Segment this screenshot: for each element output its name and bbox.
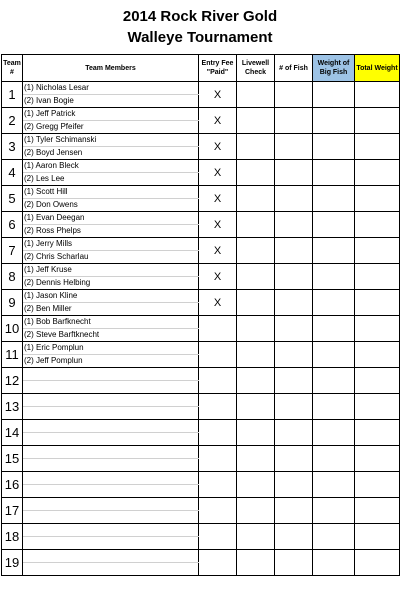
team-member-2: (2) Dennis Helbing <box>23 277 199 290</box>
team-row <box>2 524 400 537</box>
team-number: 11 <box>2 342 23 368</box>
team-number: 5 <box>2 186 23 212</box>
big-fish-cell <box>313 238 355 264</box>
livewell-cell <box>237 212 275 238</box>
team-member-1: (1) Eric Pomplun <box>23 342 199 355</box>
team-member-1: (1) Evan Deegan <box>23 212 199 225</box>
big-fish-cell <box>313 446 355 472</box>
big-fish-cell <box>313 524 355 550</box>
team-member-2: (2) Gregg Pfeifer <box>23 121 199 134</box>
header-members: Team Members <box>23 55 199 82</box>
team-member-2: (2) Jeff Pomplun <box>23 355 199 368</box>
big-fish-cell <box>313 134 355 160</box>
team-member-2: (2) Les Lee <box>23 173 199 186</box>
total-weight-cell <box>355 238 400 264</box>
livewell-cell <box>237 160 275 186</box>
team-number: 18 <box>2 524 23 550</box>
team-member-1 <box>23 472 199 485</box>
total-weight-cell <box>355 446 400 472</box>
entry-fee-cell <box>199 472 237 498</box>
team-member-1: (1) Bob Barfknecht <box>23 316 199 329</box>
livewell-cell <box>237 134 275 160</box>
entry-fee-cell <box>199 524 237 550</box>
team-number: 15 <box>2 446 23 472</box>
big-fish-cell <box>313 550 355 576</box>
entry-fee-cell: X <box>199 108 237 134</box>
fish-count-cell <box>275 524 313 550</box>
team-member-1: (1) Jeff Kruse <box>23 264 199 277</box>
team-row <box>2 82 400 95</box>
entry-fee-cell <box>199 446 237 472</box>
entry-fee-cell <box>199 368 237 394</box>
entry-fee-cell: X <box>199 238 237 264</box>
team-row <box>2 316 400 329</box>
team-member-2 <box>23 407 199 420</box>
team-row <box>2 394 400 407</box>
big-fish-cell <box>313 472 355 498</box>
team-row <box>2 446 400 459</box>
team-member-1 <box>23 368 199 381</box>
team-number: 1 <box>2 82 23 108</box>
fish-count-cell <box>275 212 313 238</box>
header-fish-count: # of Fish <box>275 55 313 82</box>
total-weight-cell <box>355 134 400 160</box>
team-member-2: (2) Ross Phelps <box>23 225 199 238</box>
team-number: 8 <box>2 264 23 290</box>
total-weight-cell <box>355 524 400 550</box>
livewell-cell <box>237 342 275 368</box>
fish-count-cell <box>275 498 313 524</box>
fish-count-cell <box>275 264 313 290</box>
team-member-1: (1) Jeff Patrick <box>23 108 199 121</box>
team-row <box>2 238 400 251</box>
entry-fee-cell: X <box>199 82 237 108</box>
header-entry-fee: Entry Fee "Paid" <box>199 55 237 82</box>
sheet-title-line1: 2014 Rock River Gold <box>122 8 278 25</box>
team-member-1 <box>23 498 199 511</box>
total-weight-cell <box>355 186 400 212</box>
team-row <box>2 290 400 303</box>
total-weight-cell <box>355 82 400 108</box>
fish-count-cell <box>275 342 313 368</box>
entry-fee-cell <box>199 394 237 420</box>
livewell-cell <box>237 186 275 212</box>
fish-count-cell <box>275 108 313 134</box>
total-weight-cell <box>355 342 400 368</box>
entry-fee-cell: X <box>199 290 237 316</box>
team-member-1: (1) Jason Kline <box>23 290 199 303</box>
team-member-2: (2) Don Owens <box>23 199 199 212</box>
team-member-2 <box>23 537 199 550</box>
livewell-cell <box>237 394 275 420</box>
big-fish-cell <box>313 342 355 368</box>
team-number: 17 <box>2 498 23 524</box>
team-member-1 <box>23 550 199 563</box>
big-fish-cell <box>313 498 355 524</box>
entry-fee-cell: X <box>199 212 237 238</box>
team-member-2: (2) Ben Miller <box>23 303 199 316</box>
fish-count-cell <box>275 238 313 264</box>
team-member-2 <box>23 485 199 498</box>
team-member-2 <box>23 459 199 472</box>
team-member-1: (1) Nicholas Lesar <box>23 82 199 95</box>
team-row <box>2 550 400 563</box>
livewell-cell <box>237 446 275 472</box>
team-member-2: (2) Chris Scharlau <box>23 251 199 264</box>
team-number: 6 <box>2 212 23 238</box>
total-weight-cell <box>355 368 400 394</box>
big-fish-cell <box>313 108 355 134</box>
team-number: 16 <box>2 472 23 498</box>
team-number: 19 <box>2 550 23 576</box>
entry-fee-cell <box>199 342 237 368</box>
fish-count-cell <box>275 290 313 316</box>
big-fish-cell <box>313 368 355 394</box>
tournament-table <box>1 54 400 576</box>
sheet-title-line2: Walleye Tournament <box>127 29 273 46</box>
livewell-cell <box>237 420 275 446</box>
team-number: 12 <box>2 368 23 394</box>
total-weight-cell <box>355 498 400 524</box>
team-row <box>2 472 400 485</box>
total-weight-cell <box>355 420 400 446</box>
team-member-1: (1) Jerry Mills <box>23 238 199 251</box>
team-member-2 <box>23 381 199 394</box>
team-row <box>2 420 400 433</box>
team-number: 10 <box>2 316 23 342</box>
team-member-2 <box>23 563 199 576</box>
livewell-cell <box>237 316 275 342</box>
big-fish-cell <box>313 420 355 446</box>
total-weight-cell <box>355 290 400 316</box>
team-row <box>2 368 400 381</box>
header-row <box>2 55 400 82</box>
team-member-1: (1) Aaron Bleck <box>23 160 199 173</box>
fish-count-cell <box>275 134 313 160</box>
team-number: 14 <box>2 420 23 446</box>
team-number: 2 <box>2 108 23 134</box>
header-team: Team # <box>2 55 23 82</box>
livewell-cell <box>237 238 275 264</box>
header-total-weight: Total Weight <box>355 55 400 82</box>
fish-count-cell <box>275 316 313 342</box>
livewell-cell <box>237 82 275 108</box>
team-member-2: (2) Steve Barftknecht <box>23 329 199 342</box>
entry-fee-cell <box>199 316 237 342</box>
team-row <box>2 134 400 147</box>
big-fish-cell <box>313 264 355 290</box>
entry-fee-cell <box>199 498 237 524</box>
fish-count-cell <box>275 420 313 446</box>
team-member-1: (1) Tyler Schimanski <box>23 134 199 147</box>
team-row <box>2 186 400 199</box>
livewell-cell <box>237 472 275 498</box>
fish-count-cell <box>275 394 313 420</box>
big-fish-cell <box>313 212 355 238</box>
total-weight-cell <box>355 394 400 420</box>
livewell-cell <box>237 290 275 316</box>
team-number: 3 <box>2 134 23 160</box>
team-member-1 <box>23 394 199 407</box>
total-weight-cell <box>355 264 400 290</box>
team-row <box>2 212 400 225</box>
team-row <box>2 264 400 277</box>
team-number: 9 <box>2 290 23 316</box>
team-number: 7 <box>2 238 23 264</box>
entry-fee-cell: X <box>199 134 237 160</box>
entry-fee-cell <box>199 550 237 576</box>
header-big-fish: Weight of Big Fish <box>313 55 355 82</box>
livewell-cell <box>237 264 275 290</box>
team-row <box>2 342 400 355</box>
big-fish-cell <box>313 290 355 316</box>
team-member-1 <box>23 446 199 459</box>
team-member-1 <box>23 420 199 433</box>
team-number: 4 <box>2 160 23 186</box>
total-weight-cell <box>355 108 400 134</box>
team-member-2: (2) Boyd Jensen <box>23 147 199 160</box>
total-weight-cell <box>355 472 400 498</box>
team-row <box>2 160 400 173</box>
fish-count-cell <box>275 82 313 108</box>
header-livewell: Livewell Check <box>237 55 275 82</box>
entry-fee-cell: X <box>199 160 237 186</box>
fish-count-cell <box>275 186 313 212</box>
total-weight-cell <box>355 316 400 342</box>
livewell-cell <box>237 368 275 394</box>
total-weight-cell <box>355 160 400 186</box>
fish-count-cell <box>275 160 313 186</box>
livewell-cell <box>237 498 275 524</box>
team-member-2 <box>23 433 199 446</box>
total-weight-cell <box>355 550 400 576</box>
fish-count-cell <box>275 550 313 576</box>
livewell-cell <box>237 550 275 576</box>
big-fish-cell <box>313 160 355 186</box>
team-number: 13 <box>2 394 23 420</box>
entry-fee-cell: X <box>199 186 237 212</box>
big-fish-cell <box>313 82 355 108</box>
fish-count-cell <box>275 472 313 498</box>
team-member-1: (1) Scott Hill <box>23 186 199 199</box>
livewell-cell <box>237 108 275 134</box>
total-weight-cell <box>355 212 400 238</box>
big-fish-cell <box>313 394 355 420</box>
fish-count-cell <box>275 446 313 472</box>
team-row <box>2 498 400 511</box>
big-fish-cell <box>313 186 355 212</box>
entry-fee-cell: X <box>199 264 237 290</box>
big-fish-cell <box>313 316 355 342</box>
team-member-2 <box>23 511 199 524</box>
fish-count-cell <box>275 368 313 394</box>
team-row <box>2 108 400 121</box>
entry-fee-cell <box>199 420 237 446</box>
livewell-cell <box>237 524 275 550</box>
team-member-1 <box>23 524 199 537</box>
team-member-2: (2) Ivan Bogie <box>23 95 199 108</box>
